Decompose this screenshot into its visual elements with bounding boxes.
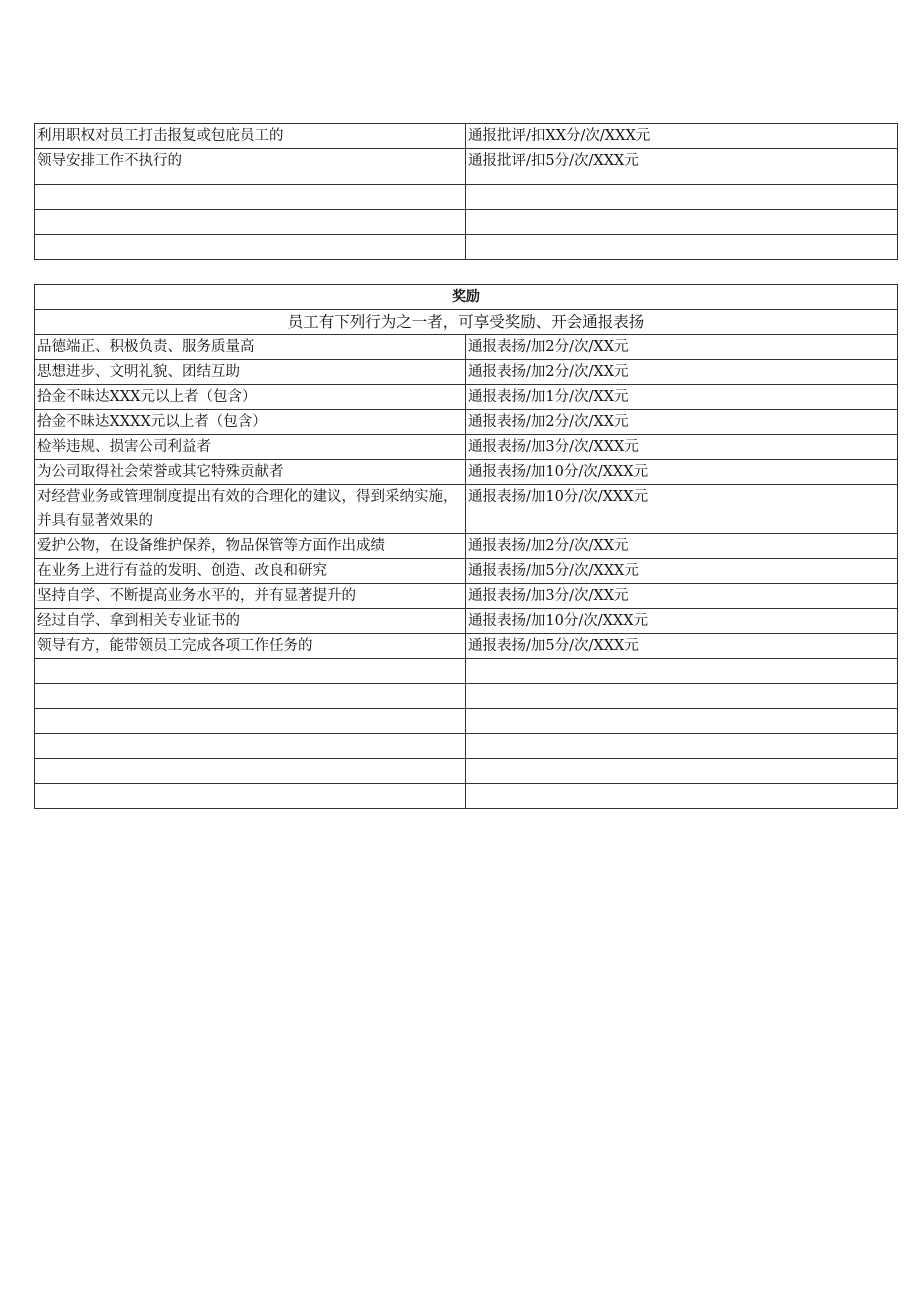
table-row [35, 335, 898, 360]
table-row [35, 210, 898, 235]
penalty-item-cell [35, 235, 466, 260]
penalty-item-cell [35, 210, 466, 235]
table-row [35, 385, 898, 410]
table-row [35, 609, 898, 634]
reward-item-cell: 对经营业务或管理制度提出有效的合理化的建议，得到采纳实施，并具有显著效果的 [35, 485, 466, 534]
penalty-result-cell: 通报批评/扣5分/次/XXX元 [466, 149, 898, 185]
reward-subtitle: 员工有下列行为之一者，可享受奖励、开会通报表扬 [35, 310, 898, 335]
reward-result-cell: 通报表扬/加10分/次/XXX元 [466, 460, 898, 485]
table-row [35, 360, 898, 385]
reward-result-cell: 通报表扬/加3分/次/XX元 [466, 584, 898, 609]
table-row [35, 584, 898, 609]
table-row [35, 659, 898, 684]
reward-item-cell [35, 784, 466, 809]
reward-item-cell [35, 659, 466, 684]
reward-result-cell: 通报表扬/加3分/次/XXX元 [466, 435, 898, 460]
table-row [35, 559, 898, 584]
reward-table [34, 284, 898, 809]
reward-item-cell [35, 734, 466, 759]
table-row [35, 460, 898, 485]
reward-item-cell: 拾金不昧达XXX元以上者（包含） [35, 385, 466, 410]
table-row [35, 759, 898, 784]
reward-item-cell [35, 684, 466, 709]
reward-item-cell [35, 759, 466, 784]
reward-result-cell: 通报表扬/加2分/次/XX元 [466, 335, 898, 360]
reward-subtitle-row [35, 310, 898, 335]
table-row [35, 435, 898, 460]
penalty-table [34, 123, 898, 260]
penalty-result-cell [466, 210, 898, 235]
reward-item-cell: 品德端正、积极负责、服务质量高 [35, 335, 466, 360]
reward-item-cell: 在业务上进行有益的发明、创造、改良和研究 [35, 559, 466, 584]
reward-title-row [35, 285, 898, 310]
table-row [35, 684, 898, 709]
reward-item-cell: 检举违规、损害公司利益者 [35, 435, 466, 460]
penalty-result-cell [466, 185, 898, 210]
reward-result-cell: 通报表扬/加2分/次/XX元 [466, 360, 898, 385]
reward-item-cell: 思想进步、文明礼貌、团结互助 [35, 360, 466, 385]
reward-result-cell: 通报表扬/加10分/次/XXX元 [466, 609, 898, 634]
reward-result-cell [466, 759, 898, 784]
penalty-result-cell [466, 235, 898, 260]
reward-result-cell [466, 709, 898, 734]
table-row [35, 124, 898, 149]
table-row [35, 149, 898, 185]
reward-item-cell: 拾金不昧达XXXX元以上者（包含） [35, 410, 466, 435]
penalty-item-cell: 领导安排工作不执行的 [35, 149, 466, 185]
reward-item-cell: 坚持自学、不断提高业务水平的，并有显著提升的 [35, 584, 466, 609]
reward-result-cell: 通报表扬/加2分/次/XX元 [466, 534, 898, 559]
reward-item-cell: 经过自学、拿到相关专业证书的 [35, 609, 466, 634]
table-row [35, 485, 898, 534]
penalty-item-cell [35, 185, 466, 210]
reward-result-cell [466, 659, 898, 684]
table-row [35, 709, 898, 734]
table-row [35, 534, 898, 559]
penalty-result-cell: 通报批评/扣XX分/次/XXX元 [466, 124, 898, 149]
reward-item-cell: 为公司取得社会荣誉或其它特殊贡献者 [35, 460, 466, 485]
table-row [35, 410, 898, 435]
penalty-item-cell: 利用职权对员工打击报复或包庇员工的 [35, 124, 466, 149]
table-row [35, 235, 898, 260]
table-row [35, 734, 898, 759]
reward-item-cell [35, 709, 466, 734]
reward-result-cell: 通报表扬/加1分/次/XX元 [466, 385, 898, 410]
table-row [35, 634, 898, 659]
reward-result-cell: 通报表扬/加5分/次/XXX元 [466, 559, 898, 584]
reward-item-cell: 领导有方，能带领员工完成各项工作任务的 [35, 634, 466, 659]
table-row [35, 185, 898, 210]
reward-result-cell: 通报表扬/加10分/次/XXX元 [466, 485, 898, 534]
reward-result-cell [466, 734, 898, 759]
reward-result-cell [466, 684, 898, 709]
reward-result-cell: 通报表扬/加5分/次/XXX元 [466, 634, 898, 659]
reward-result-cell [466, 784, 898, 809]
table-row [35, 784, 898, 809]
reward-result-cell: 通报表扬/加2分/次/XX元 [466, 410, 898, 435]
reward-item-cell: 爱护公物，在设备维护保养，物品保管等方面作出成绩 [35, 534, 466, 559]
reward-title: 奖励 [35, 285, 898, 310]
